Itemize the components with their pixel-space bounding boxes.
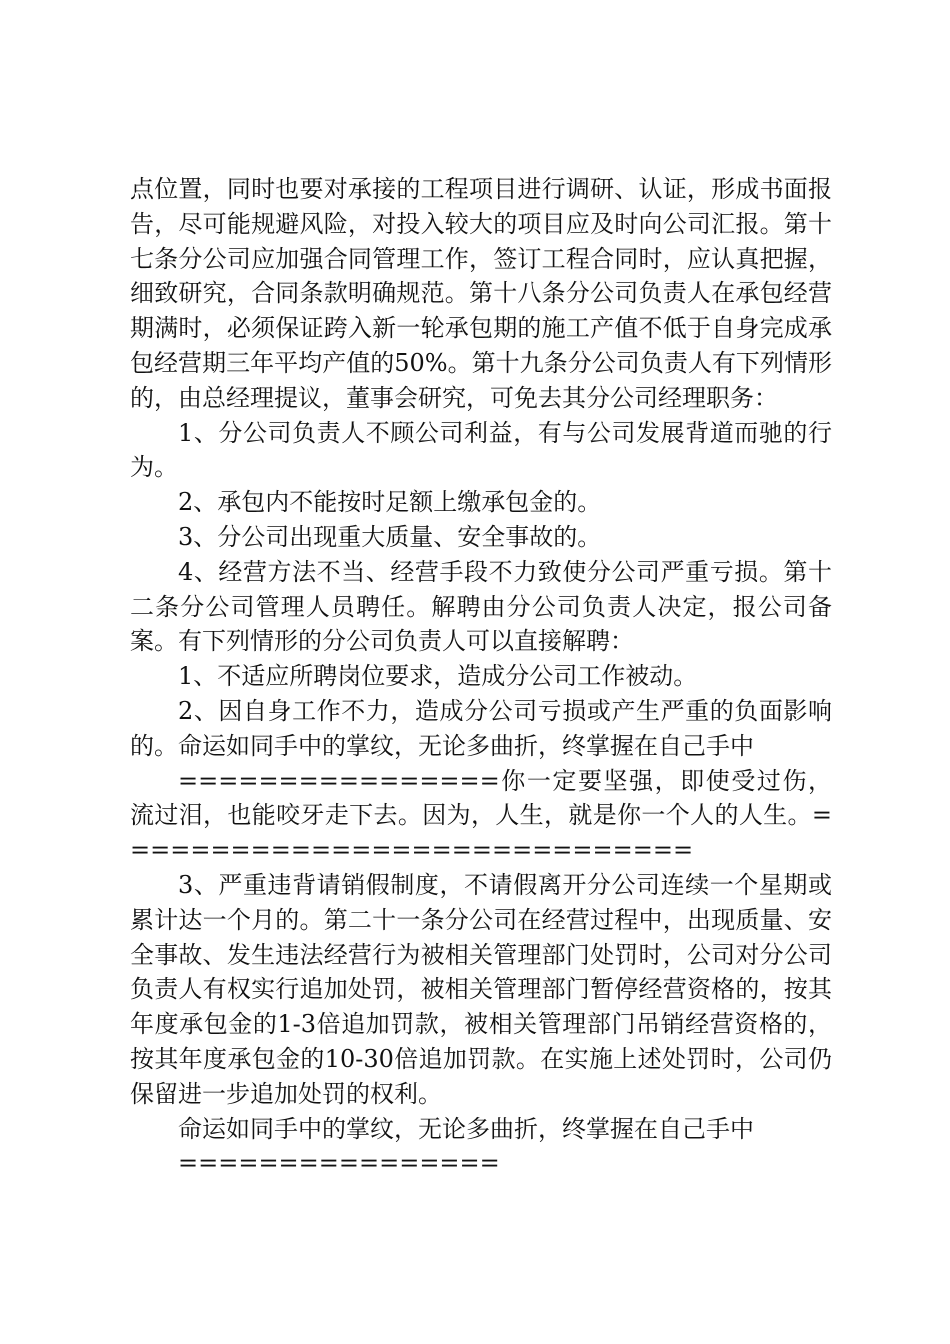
list-item-dismissal-1: 1、分公司负责人不顾公司利益，有与公司发展背道而驰的行为。 <box>130 418 832 482</box>
list-item-dismissal-3: 3、分公司出现重大质量、安全事故的。 <box>178 522 602 551</box>
list-item-termination-3: 3、严重违背请销假制度，不请假离开分公司连续一个星期或累计达一个月的。第二十一条分公司在经营过程中，出现质量、安全事故、发生违法经营行为被相关管理部门处罚时，公司对分公司负责人有权实行追加处罚，被相关管理部门暂停经营资格的，按其年度承包金的1-3倍追加罚款，被相关管理部门吊销经营资格的，按其年度承包金的10-30倍追加罚款。在实施上述处罚时，公司仍保留进一步追加处罚的权利。 <box>130 870 832 1108</box>
list-item-termination-1: 1、不适应所聘岗位要求，造成分公司工作被动。 <box>178 662 698 691</box>
list-item-termination-2: 2、因自身工作不力，造成分公司亏损或产生严重的负面影响的。命运如同手中的掌纹，无论多曲折，终掌握在自己手中 <box>130 696 832 760</box>
paragraph-article-17-19: 点位置，同时也要对承接的工程项目进行调研、认证，形成书面报告，尽可能规避风险，对投入较大的项目应及时向公司汇报。第十七条分公司应加强合同管理工作，签订工程合同时，应认真把握，细致研究，合同条款明确规范。第十八条分公司负责人在承包经营期满时，必须保证跨入新一轮承包期的施工产值不低于自身完成承包经营期三年平均产值的50%。第十九条分公司负责人有下列情形的，由总经理提议，董事会研究，可免去其分公司经理职务： <box>130 175 832 412</box>
closing-separator: ================ <box>178 1149 500 1178</box>
list-item-dismissal-4: 4、经营方法不当、经营手段不力致使分公司严重亏损。第十二条分公司管理人员聘任。解聘由分公司负责人决定，报公司备案。有下列情形的分公司负责人可以直接解聘： <box>130 557 832 656</box>
separator-quote-paragraph: ================你一定要坚强，即使受过伤，流过泪，也能咬牙走下去。因为，人生，就是你一个人的人生。============================= <box>130 766 832 865</box>
document-body <box>130 172 832 1181</box>
list-item-dismissal-2: 2、承包内不能按时足额上缴承包金的。 <box>178 488 602 517</box>
closing-quote: 命运如同手中的掌纹，无论多曲折，终掌握在自己手中 <box>178 1114 754 1143</box>
